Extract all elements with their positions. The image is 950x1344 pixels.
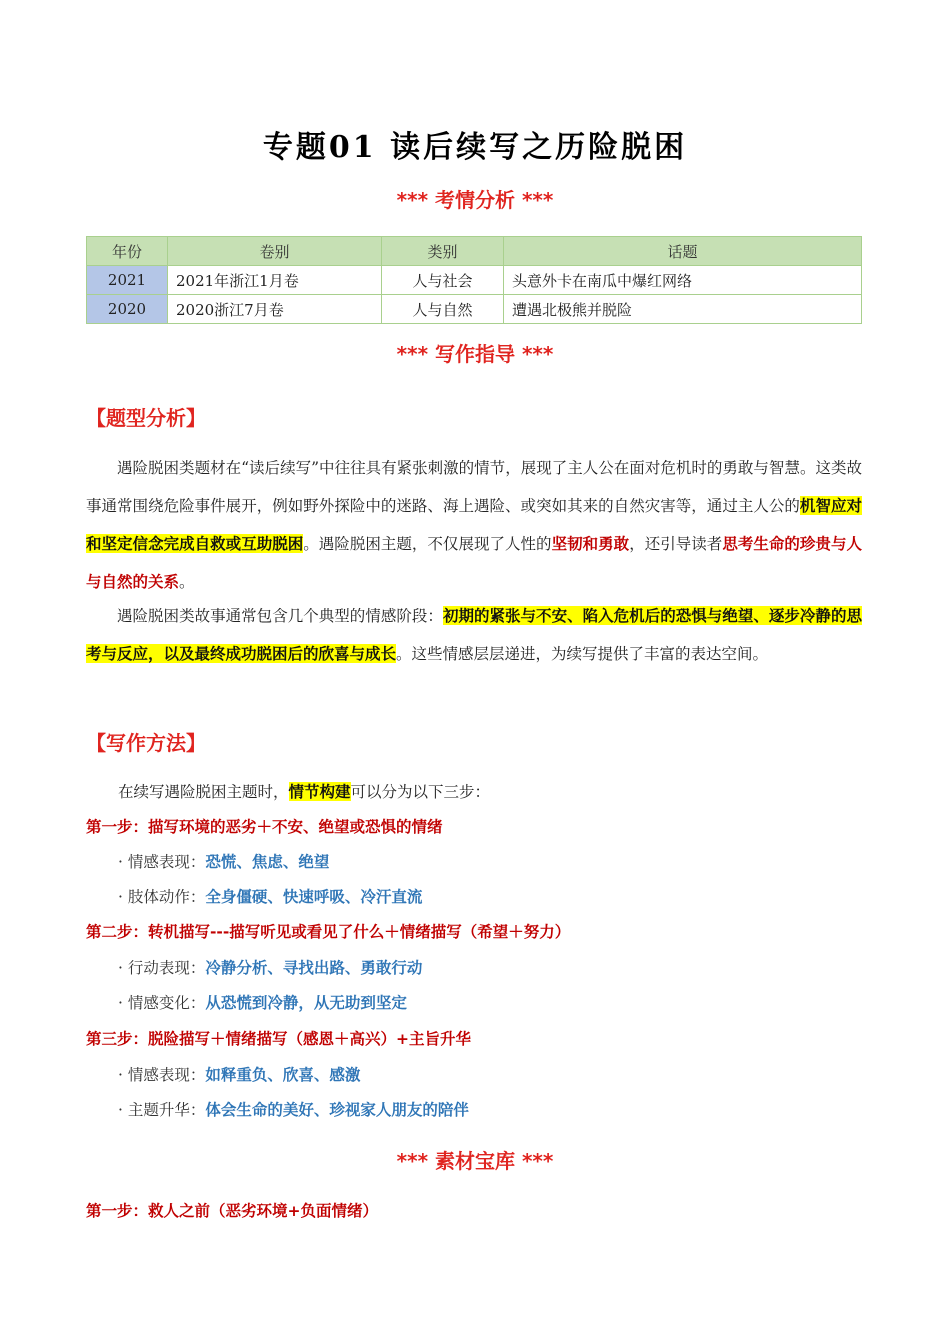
table-cell: 人与自然 xyxy=(382,295,504,324)
material-heading: *** 素材宝库 *** xyxy=(396,1149,554,1173)
table-cell-year: 2021 xyxy=(87,266,168,295)
table-cell: 2020浙江7月卷 xyxy=(168,295,382,324)
table-header: 卷别 xyxy=(168,237,382,266)
emphasis: 坚韧和勇敢 xyxy=(551,534,630,553)
table-cell: 头意外卡在南瓜中爆红网络 xyxy=(504,266,862,295)
table-header: 类别 xyxy=(382,237,504,266)
exam-analysis-heading: *** 考情分析 *** xyxy=(396,188,554,212)
method-heading: 【写作方法】 xyxy=(86,731,206,755)
bullet-item: · 行动表现：冷静分析、寻找出路、勇敢行动 xyxy=(118,959,423,977)
table-cell: 遭遇北极熊并脱险 xyxy=(504,295,862,324)
highlight: 情节构建 xyxy=(288,782,351,801)
table-header-row xyxy=(87,237,862,266)
type-analysis-heading: 【题型分析】 xyxy=(86,406,206,430)
bullet-item: · 情感变化：从恐慌到冷静，从无助到坚定 xyxy=(118,994,407,1012)
exam-table xyxy=(86,236,862,324)
table-cell: 人与社会 xyxy=(382,266,504,295)
type-analysis-paragraph-2: 遇险脱困类故事通常包含几个典型的情感阶段：初期的紧张与不安、陷入危机后的恐惧与绝望、逐步冷静的思考与反应，以及最终成功脱困后的欣喜与成长。这些情感层层递进，为续写提供了丰富的表达空间。 xyxy=(86,606,862,663)
bullet-item: · 情感表现：恐慌、焦虑、绝望 xyxy=(118,853,330,871)
table-row xyxy=(87,295,862,324)
bullet-item: · 肢体动作：全身僵硬、快速呼吸、冷汗直流 xyxy=(118,888,423,906)
table-header: 话题 xyxy=(504,237,862,266)
emphasis: 思考生命的珍贵与人与自然的关系 xyxy=(86,534,862,591)
highlight: 初期的紧张与不安、陷入危机后的恐惧与绝望、逐步冷静的思考与反应，以及最终成功脱困后的欣喜与成长 xyxy=(86,606,862,663)
bullet-item: · 主题升华：体会生命的美好、珍视家人朋友的陪伴 xyxy=(118,1101,469,1119)
bullet-item: · 情感表现：如释重负、欣喜、感激 xyxy=(118,1066,361,1084)
material-step-1: 第一步：救人之前（恶劣环境+负面情绪） xyxy=(86,1202,378,1220)
table-cell: 2021年浙江1月卷 xyxy=(168,266,382,295)
page-title: 专题01 读后续写之历险脱困 xyxy=(262,130,688,165)
type-analysis-paragraph-1: 遇险脱困类题材在“读后续写”中往往具有紧张刺激的情节，展现了主人公在面对危机时的勇敢与智慧。这类故事通常围绕危险事件展开，例如野外探险中的迷路、海上遇险、或突如其来的自然灾害等，通过主人公的机智应对和坚定信念完成自救或互助脱困。遇险脱困主题，不仅展现了人性的坚韧和勇敢，还引导读者思考生命的珍贵与人与自然的关系。 xyxy=(86,459,862,591)
method-step-2: 第二步：转机描写---描写听见或看见了什么＋情绪描写（希望＋努力） xyxy=(86,923,571,941)
highlight: 机智应对和坚定信念完成自救或互助脱困 xyxy=(86,496,862,553)
writing-guide-heading: *** 写作指导 *** xyxy=(396,342,554,366)
table-header: 年份 xyxy=(87,237,168,266)
method-intro: 在续写遇险脱困主题时，情节构建可以分为以下三步： xyxy=(118,782,491,801)
table-cell-year: 2020 xyxy=(87,295,168,324)
table-row xyxy=(87,266,862,295)
method-step-1: 第一步：描写环境的恶劣＋不安、绝望或恐惧的情绪 xyxy=(86,818,443,836)
method-step-3: 第三步：脱险描写＋情绪描写（感恩＋高兴）+主旨升华 xyxy=(86,1030,471,1048)
